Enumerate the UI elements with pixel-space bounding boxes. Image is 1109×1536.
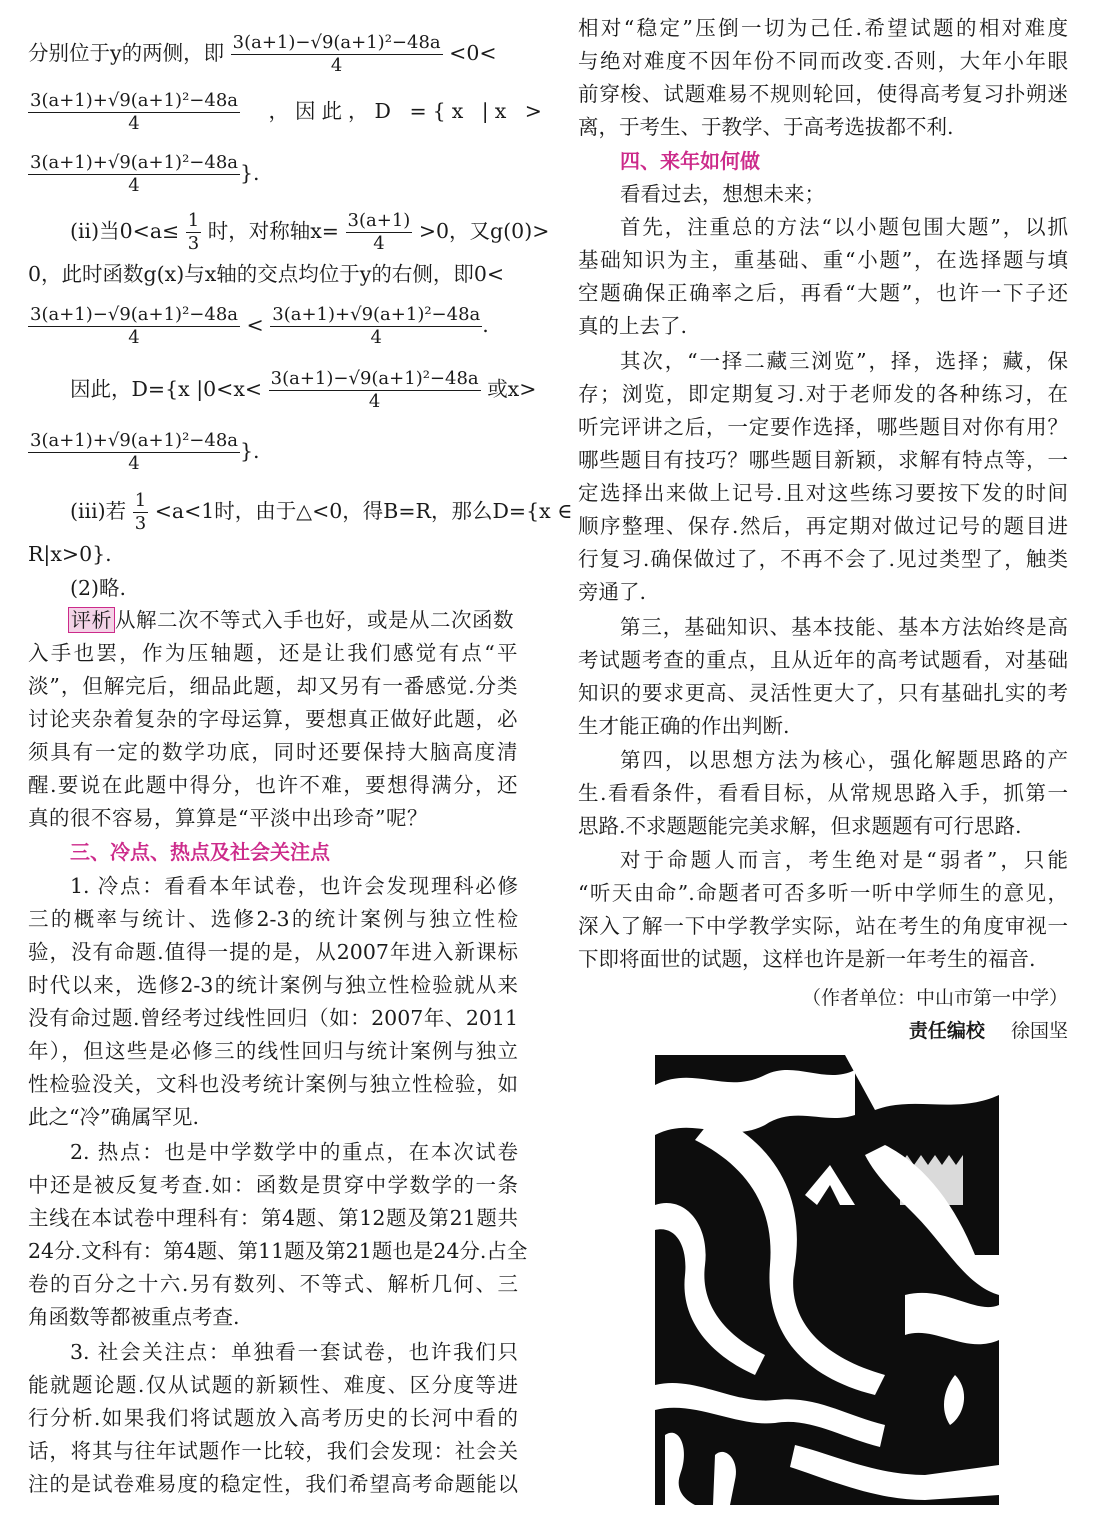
math-line: [28, 152, 260, 197]
text-run: <: [246, 313, 264, 337]
editor-name: 徐国坚: [1010, 1020, 1068, 1042]
text-line: 1. 冷点：看看本年试卷，也许会发现理科必修: [70, 874, 518, 898]
editor-label: 责任编校: [908, 1020, 985, 1042]
text-line: 24分.文科有：第4题、第11题及第21题也是24分.占全: [28, 1239, 528, 1263]
text-line: 深入了解一下中学教学实际，站在考生的角度审视一: [578, 914, 1068, 938]
section-heading: 三、冷点、热点及社会关注点: [70, 840, 330, 864]
text-line: 行分析.如果我们将试题放入高考历史的长河中看的: [28, 1406, 518, 1430]
text-line: 能就题论题.仅从试题的新颖性、难度、区分度等进: [28, 1373, 518, 1397]
text-line: 相对“稳定”压倒一切为己任.希望试题的相对难度: [578, 16, 1068, 40]
fraction: [186, 210, 201, 255]
denominator: 4: [330, 55, 343, 76]
text-line: 淡”，但解完后，细品此题，却又另有一番感觉.分类: [28, 674, 518, 698]
fraction: [269, 368, 481, 413]
woodcut-illustration: [655, 1055, 999, 1505]
math-line: [28, 32, 497, 77]
text-line: 知识的要求更高、灵活性更大了，只有基础扎实的考: [578, 681, 1068, 705]
numerator: 3(a+1)+√9(a+1)²−48a: [30, 90, 239, 111]
text-line: 话，将其与往年试题作一比较，我们会发现：社会关: [28, 1439, 518, 1463]
numerator: 3(a+1)−√9(a+1)²−48a: [270, 368, 479, 389]
text-line: 下即将面世的试题，这样也许是新一年考生的福音.: [578, 947, 1036, 971]
math-line: [70, 368, 536, 413]
text-run: <a<1时，由于△<0，得B=R，那么D={x ∈: [154, 499, 573, 523]
text-run: 或x>: [487, 377, 537, 401]
math-line: [28, 90, 548, 135]
text-line: 生.看看条件，看看目标，从常规思路入手，抓第一: [578, 781, 1068, 805]
text-line: 离，于考生、于教学、于高考选拔都不利.: [578, 115, 954, 139]
denominator: 4: [370, 327, 382, 348]
denominator: 4: [128, 175, 140, 196]
numerator: 1: [187, 210, 200, 231]
text-line: 存；浏览，即定期复习.对于老师发的各种练习，在: [578, 382, 1068, 406]
denominator: 3: [134, 513, 147, 534]
text-line: 哪些题目有技巧？哪些题目新颖，求解有特点等，一: [578, 448, 1068, 472]
text-run: 因此，D={x |0<x<: [70, 377, 263, 401]
text-run: }.: [240, 161, 260, 185]
text-line: 与绝对难度不因年份不同而改变.否则，大年小年眼: [578, 49, 1068, 73]
denominator: 4: [368, 391, 381, 412]
numerator: 1: [134, 490, 147, 511]
text-line: 对于命题人而言，考生绝对是“弱者”，只能: [620, 848, 1068, 872]
section-heading: 四、来年如何做: [620, 149, 760, 173]
text-line: 醒.要说在此题中得分，也许不难，要想得满分，还: [28, 773, 518, 797]
numerator: 3(a+1): [347, 210, 411, 231]
text-line: 性检验没关，文科也没考统计案例与独立性检验，如: [28, 1072, 518, 1096]
text-run: 分别位于y的两侧，即: [28, 41, 225, 65]
numerator: 3(a+1)−√9(a+1)²−48a: [30, 304, 239, 325]
fraction: [28, 430, 240, 475]
numerator: 3(a+1)+√9(a+1)²−48a: [30, 430, 239, 451]
text-line: 基础知识为主，重基础、重“小题”，在选择题与填: [578, 248, 1068, 272]
editor-credit: [909, 1016, 1068, 1043]
text-line: 时代以来，选修2-3的统计案例与独立性检验就从来: [28, 973, 518, 997]
text-line: 考试题考查的重点，且从近年的高考试题看，对基础: [578, 648, 1068, 672]
text-line: 没有命过题.曾经考过线性回归（如：2007年、2011: [28, 1006, 518, 1030]
text-run: .: [482, 313, 489, 337]
text-line: 年），但这些是必修三的线性回归与统计案例与独立: [28, 1039, 518, 1063]
text-line: 3. 社会关注点：单独看一套试卷，也许我们只: [70, 1340, 518, 1364]
text-line: 行复习.确保做过了，不再不会了.见过类型了，触类: [578, 547, 1068, 571]
denominator: 4: [373, 233, 385, 254]
text-line: [68, 608, 514, 632]
text-line: 入手也罢，作为压轴题，还是让我们感觉有点“平: [28, 641, 518, 665]
text-line: 主线在本试卷中理科有：第4题、第12题及第21题共: [28, 1206, 518, 1230]
text-line: 顺序整理、保存.然后，再定期对做过记号的题目进: [578, 514, 1068, 538]
text-line: 真的很不容易，算算是“平淡中出珍奇”呢？: [28, 806, 428, 830]
math-line: 0，此时函数g(x)与x轴的交点均位于y的右侧，即0<: [28, 262, 505, 286]
denominator: 4: [128, 327, 140, 348]
text-line: 定选择出来做上记号.且对这些练习要按下发的时间: [578, 481, 1068, 505]
text-line: 旁通了.: [578, 580, 647, 604]
text-line: 听完评讲之后，一定要作选择，哪些题目对你有用？: [578, 415, 1068, 439]
fraction: [28, 152, 240, 197]
text-line: 第四，以思想方法为核心，强化解题思路的产: [620, 748, 1068, 772]
text-line: 其次，“一择二藏三浏览”，择，选择；藏，保: [620, 349, 1068, 373]
text-run: 从解二次不等式入手也好，或是从二次函数: [115, 608, 514, 632]
text-run: }.: [240, 439, 260, 463]
numerator: 3(a+1)+√9(a+1)²−48a: [30, 152, 239, 173]
numerator: 3(a+1)−√9(a+1)²−48a: [232, 32, 441, 53]
math-line: [28, 430, 260, 475]
text-line: 卷的百分之十六.另有数列、不等式、解析几何、三: [28, 1272, 518, 1296]
denominator: 3: [187, 233, 200, 254]
fraction: [346, 210, 413, 255]
author-affiliation: （作者单位：中山市第一中学）: [801, 987, 1068, 1009]
text-line: 生才能正确的作出判断.: [578, 714, 790, 738]
text-run: <0<: [449, 41, 497, 65]
math-line: [70, 490, 572, 535]
text-line: 思路.不求题题能完美求解，但求题题有可行思路.: [578, 814, 1022, 838]
text-line: 须具有一定的数学功底，同时还要保持大脑高度清: [28, 740, 518, 764]
math-line: [70, 210, 549, 255]
fraction: [28, 304, 240, 349]
text-run: 时，对称轴x=: [207, 219, 339, 243]
text-line: 角函数等都被重点考查.: [28, 1305, 240, 1329]
numerator: 3(a+1)+√9(a+1)²−48a: [272, 304, 481, 325]
text-line: 看看过去，想想未来；: [620, 182, 825, 206]
text-line: “听天由命”.命题者可否多听一听中学师生的意见，: [578, 881, 1068, 905]
fraction: [231, 32, 443, 77]
text-run: (iii)若: [70, 499, 127, 523]
text-line: 第三，基础知识、基本技能、基本方法始终是高: [620, 615, 1068, 639]
text-line: 讨论夹杂着复杂的字母运算，要想真正做好此题，必: [28, 707, 518, 731]
fraction: [28, 90, 240, 135]
fraction: [133, 490, 148, 535]
eval-label: 评析: [68, 607, 115, 633]
text-line: 注的是试卷难易度的稳定性，我们希望高考命题能以: [28, 1472, 518, 1496]
text-line: 此之“冷”确属罕见.: [28, 1105, 199, 1129]
text-line: 中还是被反复考查.如：函数是贯穿中学数学的一条: [28, 1173, 518, 1197]
fraction: [270, 304, 482, 349]
text-run: >0，又g(0)>: [418, 219, 550, 243]
math-line: [28, 304, 489, 349]
denominator: 4: [128, 113, 140, 134]
text-run: (ii)当0<a≤: [70, 219, 180, 243]
math-line: R|x>0}.: [28, 542, 112, 566]
text-run: ，因此，D ={x |x >: [268, 99, 548, 123]
text-line: 真的上去了.: [578, 314, 688, 338]
text-line: 空题确保正确率之后，再看“大题”，也许一下子还: [578, 281, 1068, 305]
text-line: 2. 热点：也是中学数学中的重点，在本次试卷: [70, 1140, 518, 1164]
text-line: 前穿梭、试题难易不规则轮回，使得高考复习扑朔迷: [578, 82, 1068, 106]
text-line: 首先，注重总的方法“以小题包围大题”，以抓: [620, 215, 1068, 239]
text-line: (2)略.: [70, 576, 127, 600]
denominator: 4: [128, 453, 140, 474]
text-line: 三的概率与统计、选修2-3的统计案例与独立性检: [28, 907, 518, 931]
text-line: 验，没有命题.值得一提的是，从2007年进入新课标: [28, 940, 518, 964]
